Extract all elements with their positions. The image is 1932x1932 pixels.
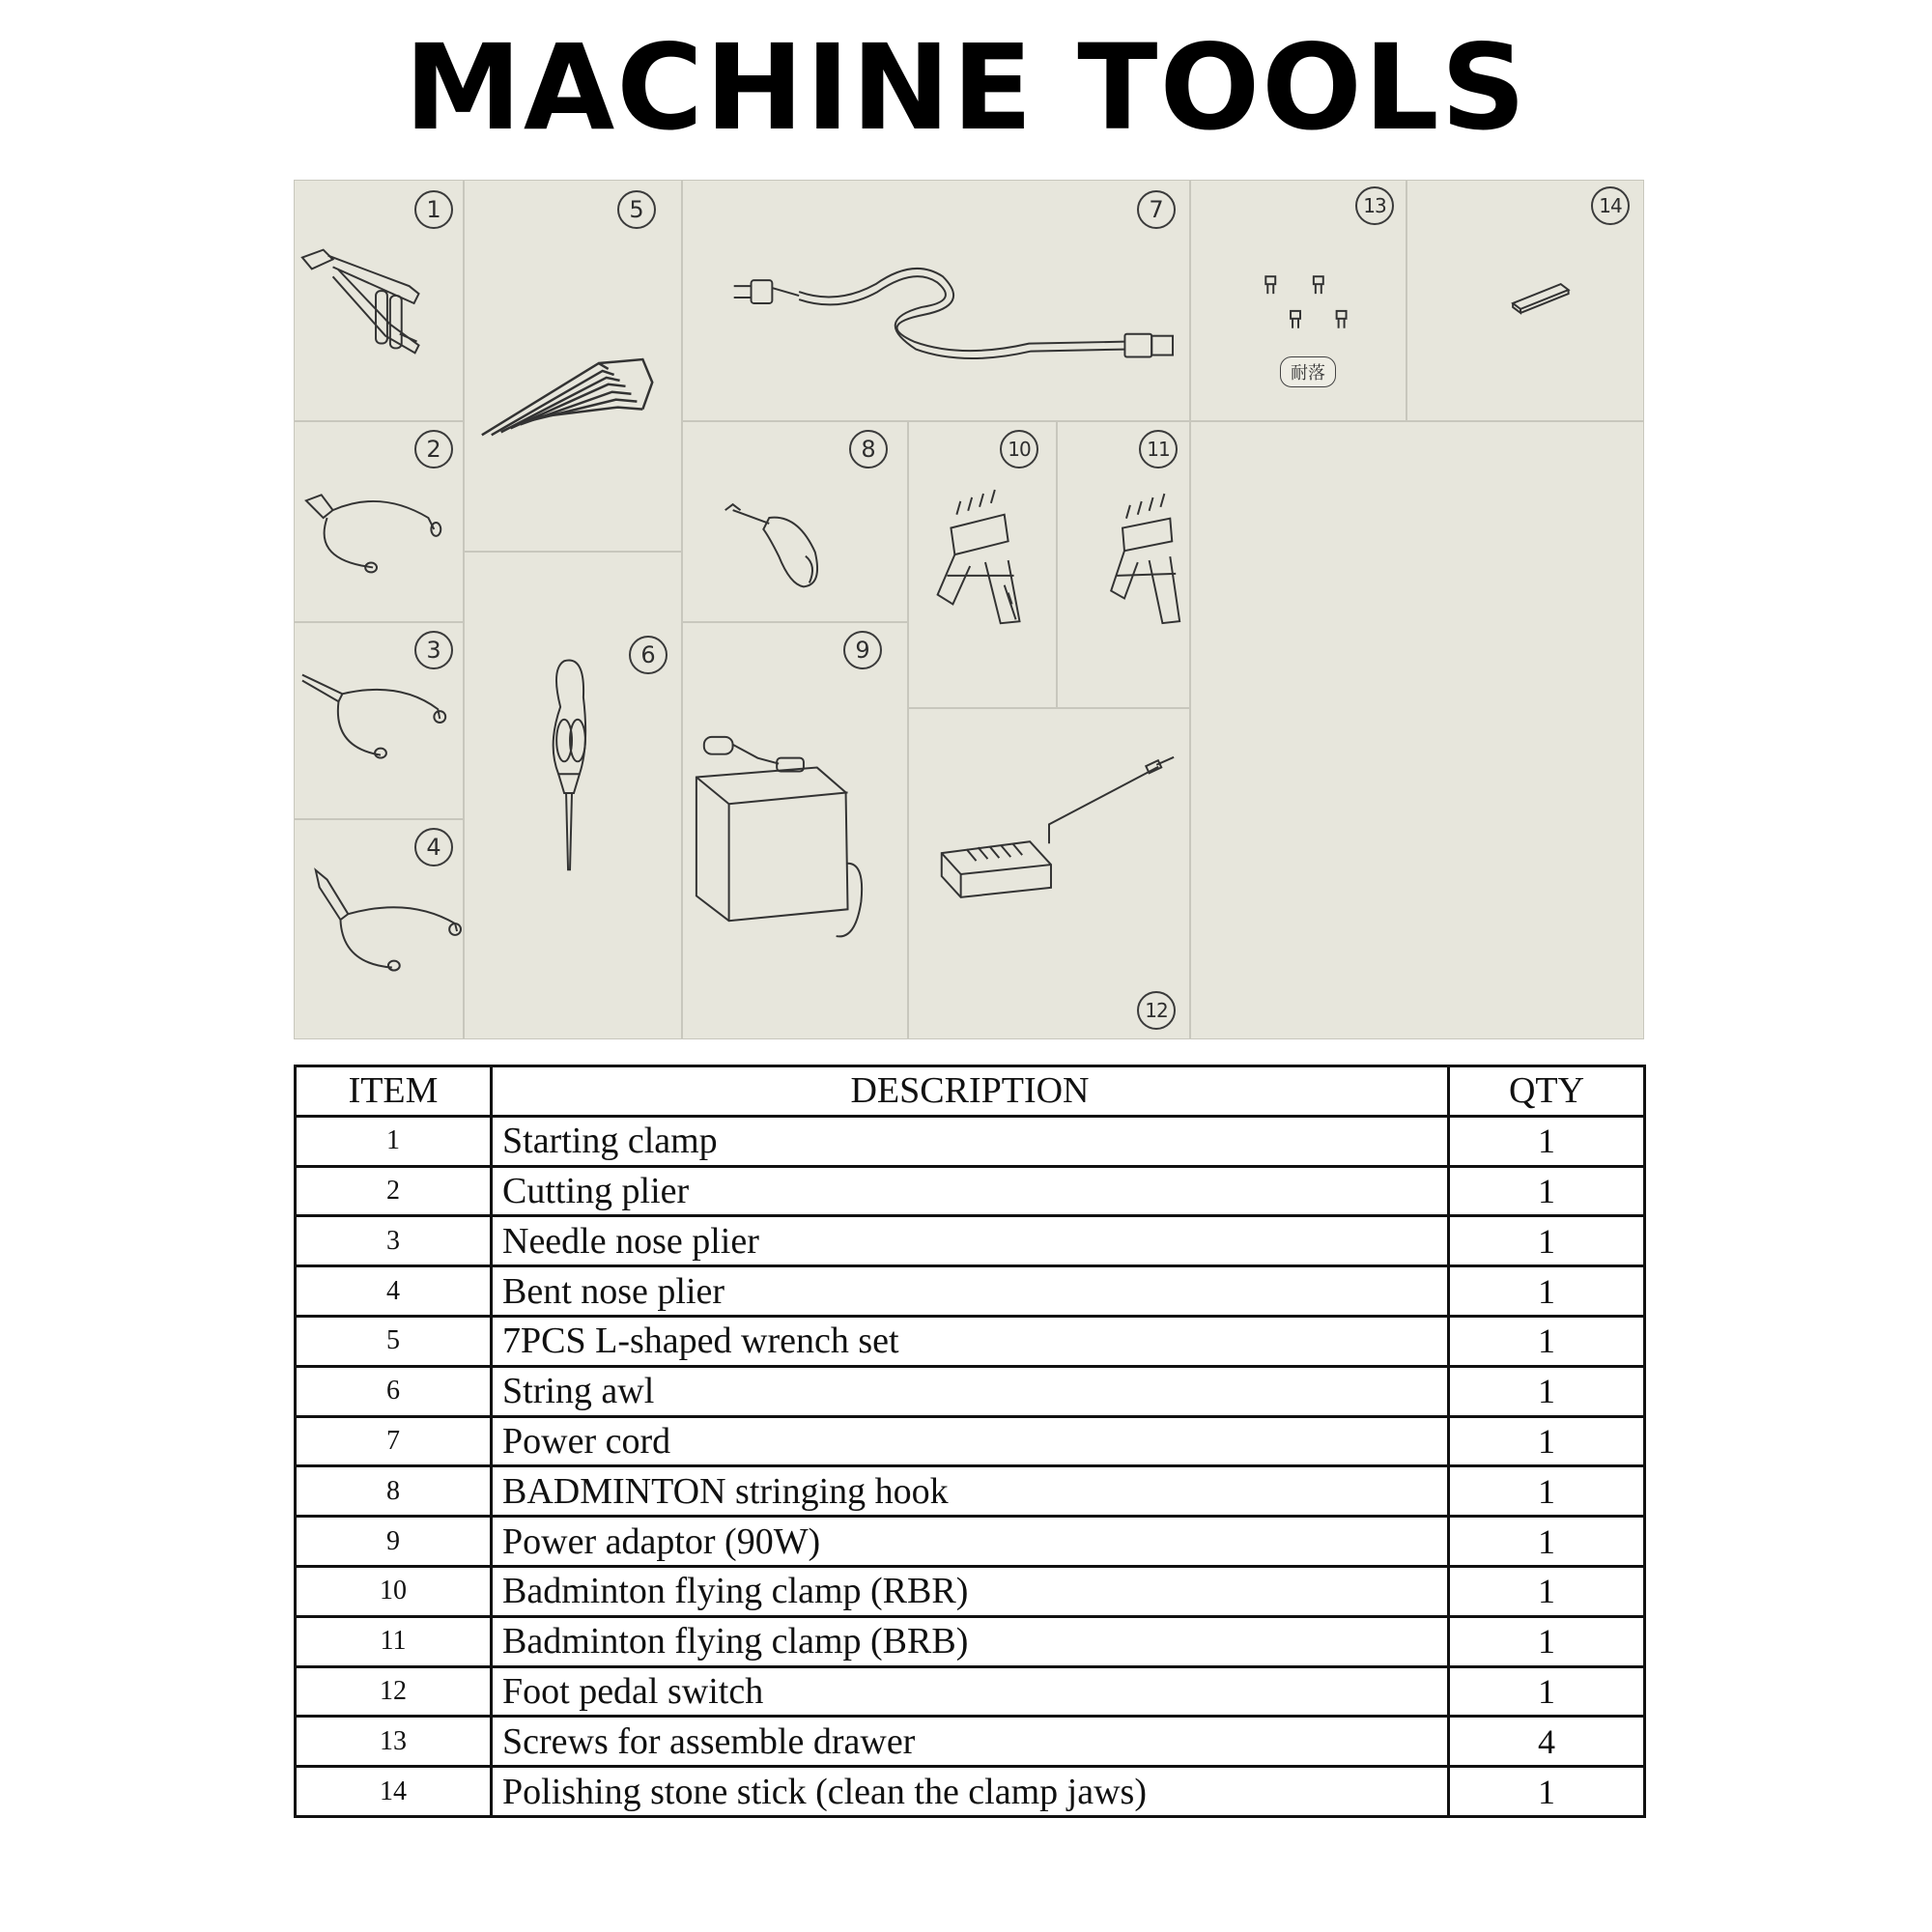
- cell-qty: 4: [1449, 1717, 1645, 1767]
- item-number-7: 7: [1137, 190, 1176, 229]
- table-header-row: [296, 1066, 1645, 1117]
- cell-item: 7: [296, 1416, 492, 1466]
- foot-pedal-icon: [909, 709, 1189, 1038]
- string-awl-icon: [465, 553, 681, 1038]
- flying-clamp-rbr-icon: [909, 422, 1056, 707]
- cell-description: Foot pedal switch: [492, 1666, 1449, 1717]
- cell-description: Power cord: [492, 1416, 1449, 1466]
- table-row: [296, 1166, 1645, 1216]
- table-row: [296, 1366, 1645, 1416]
- cell-description: Badminton flying clamp (BRB): [492, 1616, 1449, 1666]
- table-row: [296, 1517, 1645, 1567]
- polishing-stone-icon: [1407, 181, 1643, 420]
- table-row: [296, 1616, 1645, 1666]
- cell-description: Badminton flying clamp (RBR): [492, 1566, 1449, 1616]
- cell-qty: 1: [1449, 1517, 1645, 1567]
- item-number-9: 9: [843, 631, 882, 669]
- empty-region: [1190, 421, 1644, 1039]
- flying-clamp-brb-icon: [1058, 422, 1189, 707]
- cell-qty: 1: [1449, 1466, 1645, 1517]
- table-row: [296, 1717, 1645, 1767]
- stringing-hook-icon: [683, 422, 907, 621]
- bent-nose-plier-icon: [295, 820, 463, 1038]
- parts-table: [294, 1065, 1646, 1818]
- tool-cell-7: [682, 180, 1190, 421]
- table-row: [296, 1416, 1645, 1466]
- cell-item: 5: [296, 1316, 492, 1366]
- tool-cell-1: [294, 180, 464, 421]
- header-description: DESCRIPTION: [492, 1066, 1449, 1117]
- item-number-10: 10: [1000, 430, 1038, 469]
- item-number-2: 2: [414, 430, 453, 469]
- cell-item: 13: [296, 1717, 492, 1767]
- cell-qty: 1: [1449, 1767, 1645, 1817]
- item-number-14: 14: [1591, 186, 1630, 225]
- tool-cell-6: [464, 552, 682, 1039]
- tool-cell-11: [1057, 421, 1190, 708]
- cell-description: Power adaptor (90W): [492, 1517, 1449, 1567]
- cell-item: 12: [296, 1666, 492, 1717]
- cell-qty: 1: [1449, 1666, 1645, 1717]
- tool-cell-14: [1406, 180, 1644, 421]
- cell-description: Polishing stone stick (clean the clamp jaws): [492, 1767, 1449, 1817]
- item-number-5: 5: [617, 190, 656, 229]
- item-number-13: 13: [1355, 186, 1394, 225]
- cell-description: 7PCS L-shaped wrench set: [492, 1316, 1449, 1366]
- cell-description: Cutting plier: [492, 1166, 1449, 1216]
- item-number-6: 6: [629, 636, 668, 674]
- cell-qty: 1: [1449, 1416, 1645, 1466]
- cell-item: 11: [296, 1616, 492, 1666]
- screws-brand-stamp: 耐落: [1280, 356, 1336, 387]
- cell-item: 1: [296, 1116, 492, 1166]
- cell-description: BADMINTON stringing hook: [492, 1466, 1449, 1517]
- table-row: [296, 1266, 1645, 1317]
- tool-cell-2: [294, 421, 464, 622]
- cell-qty: 1: [1449, 1216, 1645, 1266]
- cell-description: Needle nose plier: [492, 1216, 1449, 1266]
- cell-item: 8: [296, 1466, 492, 1517]
- cell-description: Starting clamp: [492, 1116, 1449, 1166]
- tool-cell-13: [1190, 180, 1406, 421]
- cell-qty: 1: [1449, 1616, 1645, 1666]
- tool-cell-5: [464, 180, 682, 552]
- cell-qty: 1: [1449, 1366, 1645, 1416]
- table-row: [296, 1316, 1645, 1366]
- cell-item: 3: [296, 1216, 492, 1266]
- cell-description: String awl: [492, 1366, 1449, 1416]
- starting-clamp-icon: [295, 181, 463, 420]
- cell-qty: 1: [1449, 1166, 1645, 1216]
- table-row: [296, 1767, 1645, 1817]
- header-qty: QTY: [1449, 1066, 1645, 1117]
- item-number-8: 8: [849, 430, 888, 469]
- cell-description: Bent nose plier: [492, 1266, 1449, 1317]
- item-number-4: 4: [414, 828, 453, 867]
- power-cord-icon: [683, 181, 1189, 420]
- cell-qty: 1: [1449, 1116, 1645, 1166]
- item-number-3: 3: [414, 631, 453, 669]
- table-row: [296, 1116, 1645, 1166]
- table-row: [296, 1216, 1645, 1266]
- power-adaptor-icon: [683, 623, 907, 1038]
- cutting-plier-icon: [295, 422, 463, 621]
- tool-cell-8: [682, 421, 908, 622]
- cell-item: 6: [296, 1366, 492, 1416]
- tool-cell-4: [294, 819, 464, 1039]
- cell-item: 14: [296, 1767, 492, 1817]
- l-wrench-set-icon: [465, 181, 681, 551]
- page-title: MACHINE TOOLS: [404, 19, 1528, 156]
- cell-item: 2: [296, 1166, 492, 1216]
- cell-qty: 1: [1449, 1266, 1645, 1317]
- needle-nose-plier-icon: [295, 623, 463, 818]
- cell-item: 4: [296, 1266, 492, 1317]
- cell-item: 9: [296, 1517, 492, 1567]
- cell-item: 10: [296, 1566, 492, 1616]
- tool-cell-3: [294, 622, 464, 819]
- item-number-12: 12: [1137, 991, 1176, 1030]
- table-row: [296, 1466, 1645, 1517]
- tool-cell-10: [908, 421, 1057, 708]
- tools-diagram: [294, 180, 1644, 1039]
- tool-cell-12: [908, 708, 1190, 1039]
- item-number-1: 1: [414, 190, 453, 229]
- cell-description: Screws for assemble drawer: [492, 1717, 1449, 1767]
- table-row: [296, 1666, 1645, 1717]
- table-row: [296, 1566, 1645, 1616]
- header-item: ITEM: [296, 1066, 492, 1117]
- tool-cell-9: [682, 622, 908, 1039]
- cell-qty: 1: [1449, 1566, 1645, 1616]
- item-number-11: 11: [1139, 430, 1178, 469]
- cell-qty: 1: [1449, 1316, 1645, 1366]
